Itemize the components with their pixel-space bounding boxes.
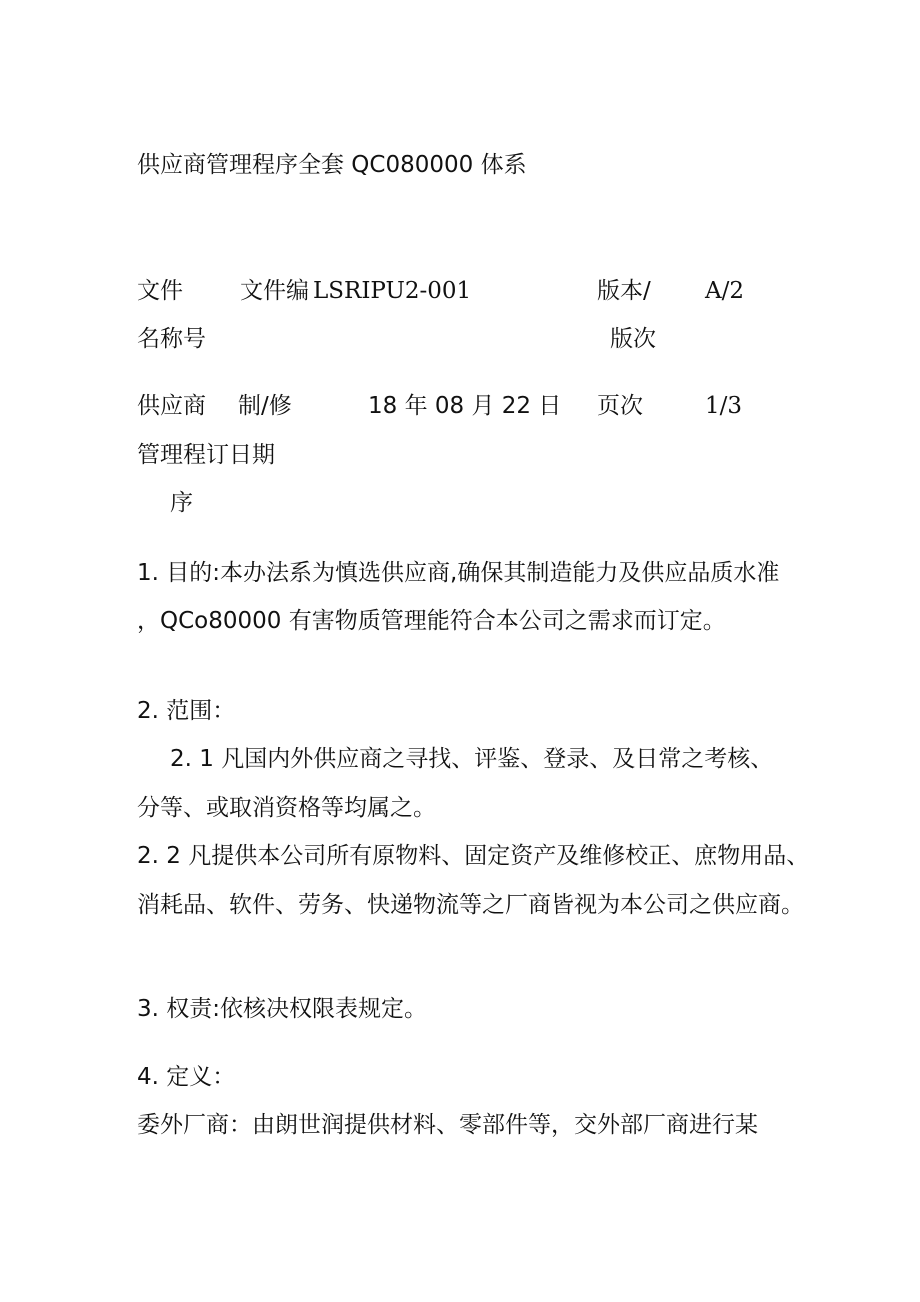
header-supplier-label: 供应商 xyxy=(137,393,206,419)
header-version-value: A/2 xyxy=(705,278,744,304)
section-3-responsibility: 3. 权责:依核决权限表规定。 xyxy=(137,996,428,1022)
header-doc-number-value: LSRIPU2-001 xyxy=(313,278,472,304)
section-1-purpose-line-2: ，QCo80000 有害物质管理能符合本公司之需求而订定。 xyxy=(137,608,726,634)
header-revision-date-label: 制/修 xyxy=(238,393,292,419)
header-doc-number-label: 文件编 xyxy=(240,278,309,304)
header-version-label-2: 版次 xyxy=(610,326,656,352)
section-2-2-line-1: 2. 2 凡提供本公司所有原物料、固定资产及维修校正、庶物用品、 xyxy=(137,843,810,869)
header-revision-date-value: 18 年 08 月 22 日 xyxy=(368,393,562,419)
section-1-purpose-line-1: 1. 目的:本办法系为慎选供应商,确保其制造能力及供应品质水准 xyxy=(137,560,780,586)
header-doc-name-label: 文件 xyxy=(137,278,183,304)
header-supplier-label-3: 序 xyxy=(170,490,193,516)
header-page-value: 1/3 xyxy=(705,393,743,419)
section-4-definition-line-1: 委外厂商：由朗世润提供材料、零部件等，交外部厂商进行某 xyxy=(137,1112,758,1138)
header-page-label: 页次 xyxy=(597,393,643,419)
section-2-1-line-1: 2. 1 凡国内外供应商之寻找、评鉴、登录、及日常之考核、 xyxy=(170,746,774,772)
header-doc-name-label-2: 名称号 xyxy=(137,326,206,352)
header-supplier-label-2: 管理程 xyxy=(137,442,206,468)
document-title: 供应商管理程序全套 QC080000 体系 xyxy=(137,152,527,178)
section-4-definition-heading: 4. 定义： xyxy=(137,1064,236,1090)
header-revision-date-label-2: 订日期 xyxy=(206,442,275,468)
header-version-label: 版本/ xyxy=(597,278,651,304)
section-2-scope-heading: 2. 范围： xyxy=(137,698,236,724)
section-2-2-line-2: 消耗品、软件、劳务、快递物流等之厂商皆视为本公司之供应商。 xyxy=(137,892,804,918)
section-2-1-line-2: 分等、或取消资格等均属之。 xyxy=(137,795,436,821)
